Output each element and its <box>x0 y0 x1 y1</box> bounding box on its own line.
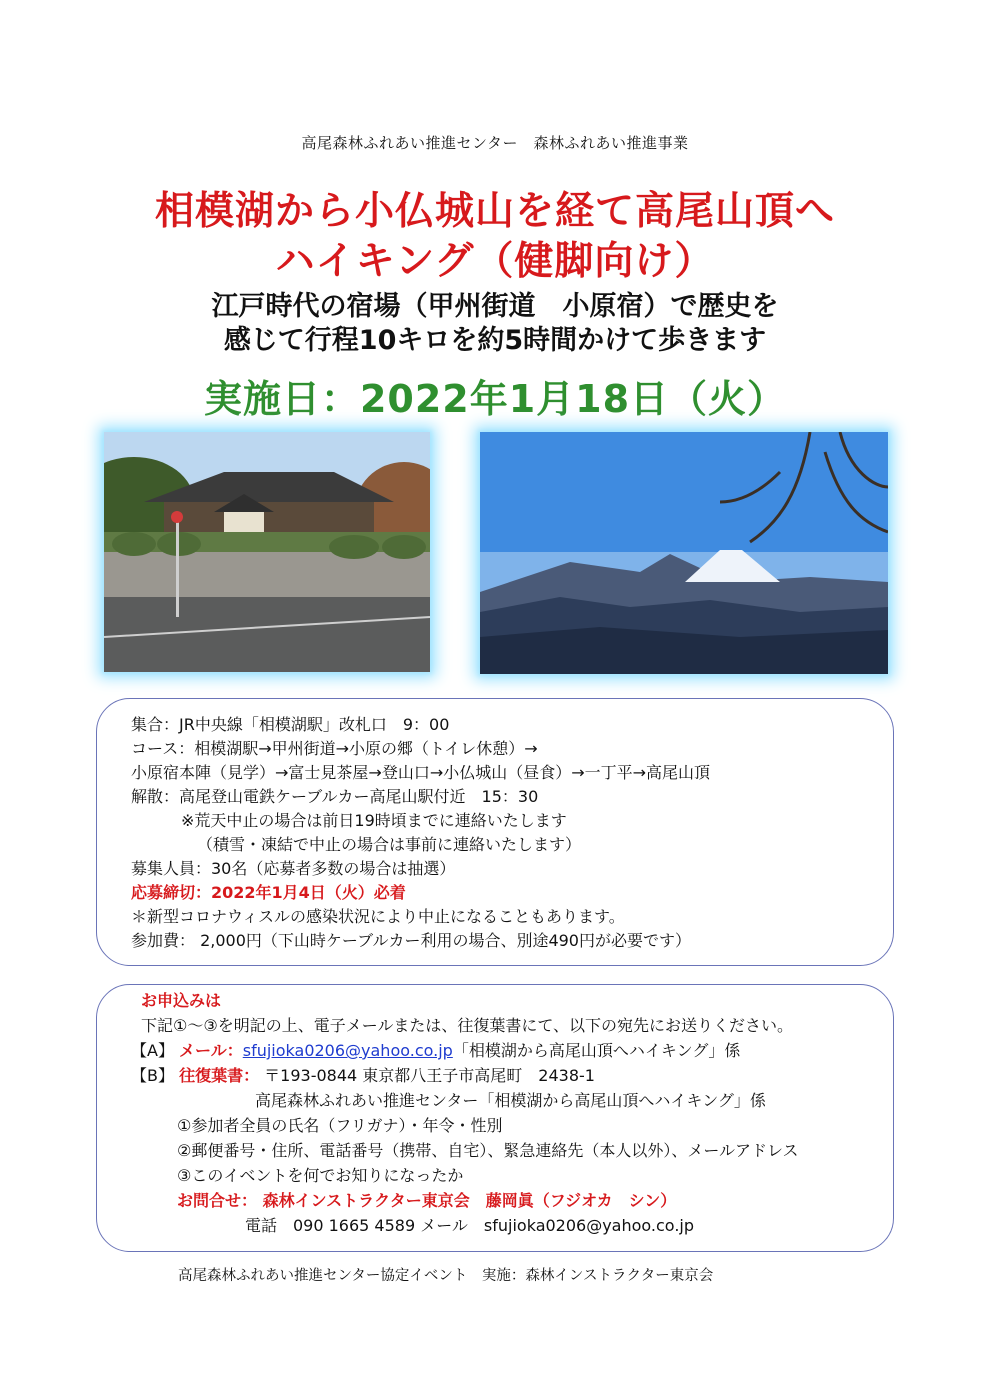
meeting-info: 集合：JR中央線「相模湖駅」改札口 9：00 <box>131 715 450 734</box>
course-info-1: コース：相模湖駅→甲州街道→小原の郷（トイレ休憩）→ <box>131 739 538 758</box>
subtitle-line-1: 江戸時代の宿場（甲州街道 小原宿）で歴史を <box>211 291 779 322</box>
mount-fuji-illustration <box>480 432 888 674</box>
capacity-info: 募集人員：30名（応募者多数の場合は抽選） <box>131 859 456 878</box>
apply-intro: 下記①～③を明記の上、電子メールまたは、往復葉書にて、以下の宛先にお送りください。 <box>141 1016 794 1035</box>
mount-fuji-photo <box>480 432 888 674</box>
deadline-info: 応募締切：2022年1月4日（火）必着 <box>131 883 406 902</box>
dispersal-info: 解散：高尾登山電鉄ケーブルカー高尾山駅付近 15：30 <box>131 787 539 806</box>
apply-option-postcard <box>131 1066 595 1086</box>
required-item-2: ②郵便番号・住所、電話番号（携帯、自宅）、緊急連絡先（本人以外）、メールアドレス <box>177 1141 799 1160</box>
rain-cancel-note: ※荒天中止の場合は前日19時頃までに連絡いたします <box>181 811 567 830</box>
footer-line: 高尾森林ふれあい推進センター協定イベント 実施：森林インストラクター東京会 <box>178 1268 714 1284</box>
event-details-box <box>96 698 894 966</box>
fee-info: 参加費： 2,000円（下山時ケーブルカー利用の場合、別途490円が必要です） <box>131 931 691 950</box>
contact-phone-email: 電話 090 1665 4589 メール sfujioka0206@yahoo.co.jp <box>245 1216 695 1235</box>
title-line-2: ハイキング（健脚向け） <box>275 239 715 284</box>
required-item-3: ③このイベントを何でお知りになったか <box>177 1166 464 1185</box>
course-info-2: 小原宿本陣（見学）→富士見茶屋→登山口→小仏城山（昼食）→一丁平→高尾山頂 <box>131 763 711 782</box>
subtitle-line-2: 感じて行程10キロを約5時間かけて歩きます <box>223 325 767 356</box>
covid-note: ＊新型コロナウィスルの感染状況により中止になることもあります。 <box>131 907 625 926</box>
contact-info: お問合せ： 森林インストラクター東京会 藤岡眞（フジオカ シン） <box>177 1191 677 1210</box>
email-subject: 「相模湖から高尾山頂へハイキング」係 <box>452 1041 741 1060</box>
event-date: 実施日：2022年1月18日（火） <box>203 377 787 421</box>
required-item-1: ①参加者全員の氏名（フリガナ）・年令・性別 <box>177 1116 503 1135</box>
postcard-address: 〒193-0844 東京都八王子市高尾町 2438-1 <box>259 1066 595 1085</box>
snow-cancel-note: （積雪・凍結で中止の場合は事前に連絡いたします） <box>197 835 582 854</box>
title-line-1: 相模湖から小仏城山を経て高尾山頂へ <box>154 189 835 234</box>
postcard-recipient: 高尾森林ふれあい推進センター「相模湖から高尾山頂へハイキング」係 <box>255 1091 766 1110</box>
organizer-line: 高尾森林ふれあい推進センター 森林ふれあい推進事業 <box>301 134 689 152</box>
application-box <box>96 984 894 1252</box>
postcard-label: 往復葉書： <box>179 1066 260 1085</box>
honjin-building-illustration <box>104 432 430 672</box>
option-b-prefix: 【B】 <box>131 1066 180 1085</box>
email-link[interactable]: sfujioka0206@yahoo.co.jp <box>242 1041 453 1060</box>
option-a-prefix: 【A】 <box>131 1041 180 1060</box>
apply-heading: お申込みは <box>141 991 222 1010</box>
apply-option-email <box>131 1041 740 1061</box>
honjin-building-photo <box>104 432 430 672</box>
email-label: メール： <box>179 1041 243 1060</box>
